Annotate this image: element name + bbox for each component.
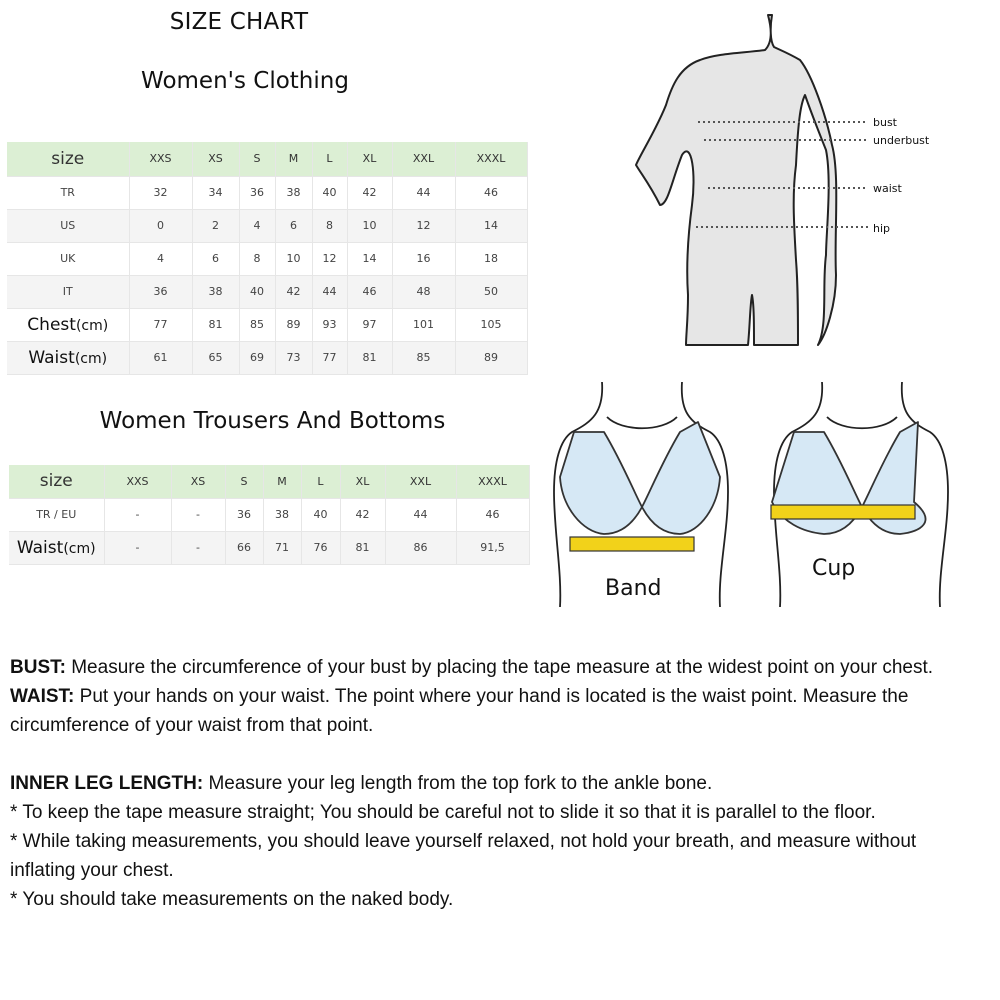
band-label: Band [605, 576, 662, 601]
table-cell: 44 [392, 176, 455, 209]
table-cell: 6 [275, 209, 312, 242]
table-cell: 10 [347, 209, 392, 242]
table-cell: 89 [455, 341, 527, 374]
table-cell: 50 [455, 275, 527, 308]
size-header-cell: XXL [385, 465, 456, 498]
table-cell: 10 [275, 242, 312, 275]
size-header-cell: M [263, 465, 301, 498]
table-cell: 44 [312, 275, 347, 308]
row-label-unit: (cm) [63, 540, 96, 557]
row-label [7, 341, 129, 374]
table-cell: - [171, 498, 225, 531]
table-row [7, 275, 527, 308]
waist-note [10, 682, 985, 740]
row-label: TR [7, 176, 129, 209]
table-cell: 0 [129, 209, 192, 242]
body-measurement-diagram [600, 5, 980, 360]
table-row [9, 498, 529, 531]
table-cell: 86 [385, 531, 456, 564]
row-label [9, 531, 104, 564]
table-cell: 81 [192, 308, 239, 341]
womens-clothing-size-table [7, 142, 528, 375]
table-cell: 12 [392, 209, 455, 242]
table-header-row [9, 465, 529, 498]
size-header-cell: XS [192, 142, 239, 176]
band-tape-icon [570, 537, 694, 551]
size-header-cell: XXS [129, 142, 192, 176]
table-cell: 8 [312, 209, 347, 242]
row-label: US [7, 209, 129, 242]
size-header-cell: XXXL [455, 142, 527, 176]
table-row [7, 242, 527, 275]
table-cell: 69 [239, 341, 275, 374]
table-cell: 46 [347, 275, 392, 308]
table-cell: 44 [385, 498, 456, 531]
table-cell: 4 [239, 209, 275, 242]
womens-bottoms-size-table [9, 465, 530, 565]
size-header-cell: M [275, 142, 312, 176]
row-label-text: Chest [27, 314, 76, 335]
bust-note-text: Measure the circumference of your bust by placing the tape measure at the widest point on your chest. [65, 657, 934, 678]
table-cell: 6 [192, 242, 239, 275]
table-cell: 42 [347, 176, 392, 209]
table-cell: 76 [301, 531, 340, 564]
clothing-table-title: Women's Clothing [141, 68, 349, 94]
torso-silhouette-icon [636, 15, 836, 345]
table-cell: 42 [275, 275, 312, 308]
size-header-cell: XL [347, 142, 392, 176]
table-cell: 48 [392, 275, 455, 308]
table-cell: 14 [347, 242, 392, 275]
bust-note-title: BUST: [10, 657, 66, 678]
table-row [7, 308, 527, 341]
size-header-cell: XXS [104, 465, 171, 498]
table-cell: 77 [312, 341, 347, 374]
size-header-cell: L [312, 142, 347, 176]
row-label-unit: (cm) [74, 350, 108, 367]
table-cell: 38 [192, 275, 239, 308]
table-cell: 2 [192, 209, 239, 242]
table-row [7, 341, 527, 374]
table-cell: 61 [129, 341, 192, 374]
table-cell: 42 [340, 498, 385, 531]
table-cell: 36 [239, 176, 275, 209]
leg-note-text: Measure your leg length from the top fork to the ankle bone. [203, 773, 713, 794]
tip-1: * To keep the tape measure straight; You should be careful not to slide it so that it is parallel to the floor. [10, 802, 876, 823]
band-bra-icon [560, 422, 720, 534]
table-cell: 40 [301, 498, 340, 531]
table-cell: 34 [192, 176, 239, 209]
table-cell: - [104, 498, 171, 531]
leg-note-title: INNER LEG LENGTH: [10, 773, 204, 794]
tip-2: * While taking measurements, you should leave yourself relaxed, not hold your breath, and measure without inflating your chest. [10, 831, 917, 881]
table-cell: 85 [239, 308, 275, 341]
table-cell: 32 [129, 176, 192, 209]
row-label-text: Waist [28, 347, 75, 368]
size-header-cell: S [239, 142, 275, 176]
waist-note-title: WAIST: [10, 686, 75, 707]
table-header-row [7, 142, 527, 176]
bra-measurement-diagram [552, 382, 972, 612]
row-label-text: Waist [16, 537, 64, 558]
bust-label: bust [873, 116, 897, 129]
table-cell: 73 [275, 341, 312, 374]
row-label: UK [7, 242, 129, 275]
table-cell: 40 [312, 176, 347, 209]
waist-label: waist [873, 182, 902, 195]
table-cell: 81 [340, 531, 385, 564]
table-cell: - [171, 531, 225, 564]
row-label [7, 308, 129, 341]
waist-note-text: Put your hands on your waist. The point where your hand is located is the waist point. Measure the circumference of your waist from that point. [10, 686, 909, 736]
header-size-label: size [9, 465, 104, 498]
bottoms-table-title: Women Trousers And Bottoms [99, 408, 446, 434]
table-cell: 18 [455, 242, 527, 275]
tip-3: * You should take measurements on the naked body. [10, 889, 454, 910]
cup-tape-icon [771, 505, 915, 519]
table-cell: 36 [129, 275, 192, 308]
table-cell: 93 [312, 308, 347, 341]
table-cell: 85 [392, 341, 455, 374]
table-cell: 46 [456, 498, 529, 531]
row-label: TR / EU [9, 498, 104, 531]
table-cell: 66 [225, 531, 263, 564]
row-label-unit: (cm) [75, 317, 109, 334]
row-label: IT [7, 275, 129, 308]
cup-label: Cup [812, 556, 856, 581]
size-header-cell: XXXL [456, 465, 529, 498]
size-header-cell: L [301, 465, 340, 498]
table-cell: - [104, 531, 171, 564]
table-cell: 38 [263, 498, 301, 531]
table-cell: 46 [455, 176, 527, 209]
table-row [7, 176, 527, 209]
table-cell: 12 [312, 242, 347, 275]
table-cell: 14 [455, 209, 527, 242]
table-cell: 89 [275, 308, 312, 341]
size-header-cell: XXL [392, 142, 455, 176]
table-cell: 77 [129, 308, 192, 341]
table-cell: 16 [392, 242, 455, 275]
table-cell: 38 [275, 176, 312, 209]
table-cell: 36 [225, 498, 263, 531]
underbust-label: underbust [873, 134, 930, 147]
table-cell: 8 [239, 242, 275, 275]
table-cell: 81 [347, 341, 392, 374]
size-header-cell: XL [340, 465, 385, 498]
table-cell: 97 [347, 308, 392, 341]
table-cell: 4 [129, 242, 192, 275]
leg-note [10, 769, 985, 798]
size-header-cell: S [225, 465, 263, 498]
page-title: SIZE CHART [169, 9, 309, 35]
measurement-notes [10, 653, 985, 914]
size-header-cell: XS [171, 465, 225, 498]
table-cell: 101 [392, 308, 455, 341]
bust-note [10, 653, 985, 682]
table-row [9, 531, 529, 564]
header-size-label: size [7, 142, 129, 176]
table-cell: 40 [239, 275, 275, 308]
table-cell: 71 [263, 531, 301, 564]
table-cell: 91,5 [456, 531, 529, 564]
table-cell: 105 [455, 308, 527, 341]
table-cell: 65 [192, 341, 239, 374]
table-row [7, 209, 527, 242]
hip-label: hip [873, 222, 891, 235]
